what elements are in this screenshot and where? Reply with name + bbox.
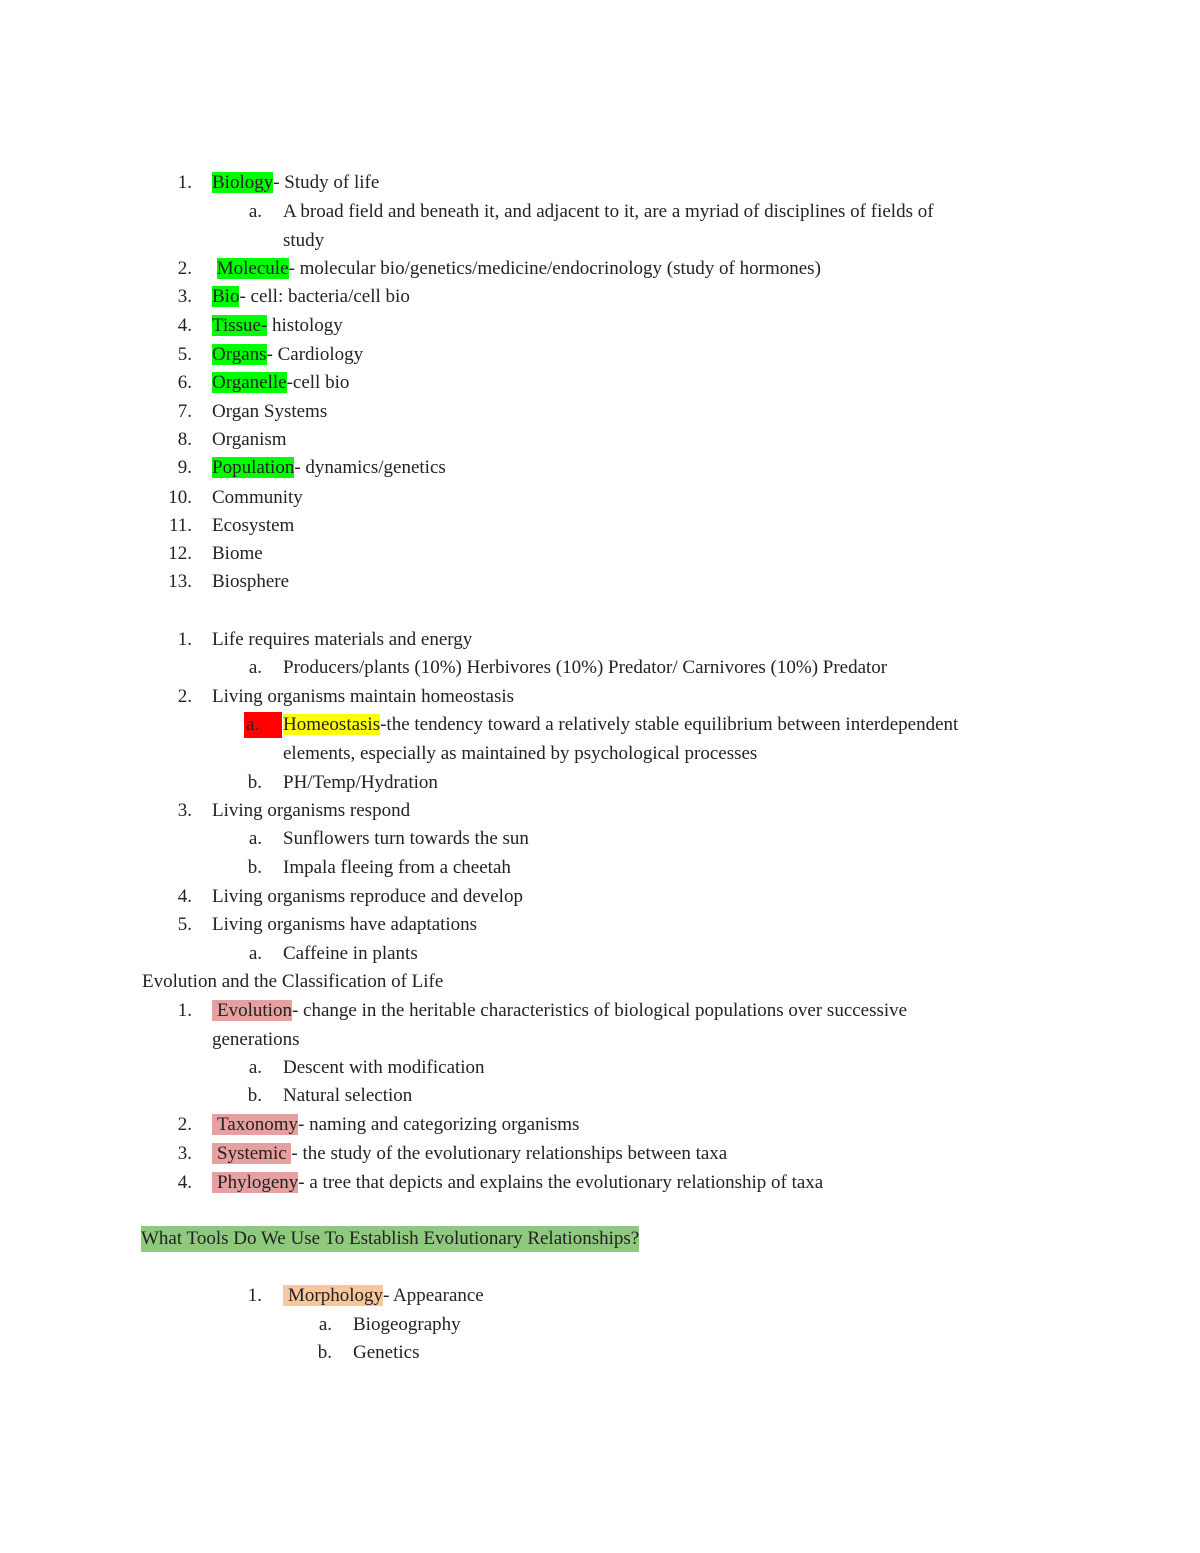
- list-number: 8.: [177, 429, 192, 450]
- highlighted-term: Systemic: [212, 1143, 291, 1164]
- list-number: 2.: [177, 258, 192, 279]
- item-text: A broad field and beneath it, and adjacent to it, are a myriad of disciplines of fields of: [283, 201, 934, 222]
- list-number: 7.: [177, 401, 192, 422]
- item-text: Ecosystem: [212, 515, 295, 536]
- list-letter: a.: [244, 712, 282, 738]
- list-letter: a.: [248, 201, 262, 222]
- item-text: Organism: [212, 429, 287, 450]
- list-number: 11.: [168, 515, 192, 536]
- highlighted-term: Phylogeny: [212, 1172, 298, 1193]
- highlighted-term: Organelle: [212, 372, 287, 393]
- item-text: Biogeography: [353, 1314, 461, 1335]
- item-text: study: [283, 230, 325, 251]
- item-text: - naming and categorizing organisms: [298, 1114, 580, 1135]
- item-text: -the tendency toward a relatively stable equilibrium between interdependent: [380, 714, 959, 735]
- item-text: Living organisms maintain homeostasis: [212, 686, 515, 707]
- list-letter: a.: [248, 828, 262, 849]
- list-number: 10.: [168, 487, 192, 508]
- item-text: Descent with modification: [283, 1057, 485, 1078]
- item-text: - dynamics/genetics: [294, 457, 446, 478]
- highlighted-term: Morphology: [283, 1285, 383, 1306]
- item-text: Living organisms respond: [212, 800, 411, 821]
- list-letter: a.: [248, 657, 262, 678]
- item-text: - a tree that depicts and explains the evolutionary relationship of taxa: [298, 1172, 824, 1193]
- section-heading-text: Evolution and the Classification of Life: [142, 971, 444, 992]
- list-number: 5.: [177, 914, 192, 935]
- item-text: Sunflowers turn towards the sun: [283, 828, 529, 849]
- item-text: Organ Systems: [212, 401, 328, 422]
- list-letter: a.: [248, 1057, 262, 1078]
- list-number: 3.: [177, 286, 192, 307]
- item-text: - cell: bacteria/cell bio: [239, 286, 410, 307]
- item-text: - change in the heritable characteristics of biological populations over successive: [291, 1000, 908, 1021]
- item-text: Natural selection: [283, 1085, 413, 1106]
- item-text: Biome: [212, 543, 263, 564]
- highlighted-term: Tissue-: [212, 315, 268, 336]
- list-number: 9.: [177, 457, 192, 478]
- list-letter: b.: [247, 1085, 262, 1106]
- highlighted-term: Organs: [212, 344, 267, 365]
- item-text: Caffeine in plants: [283, 943, 418, 964]
- item-text: - Study of life: [273, 172, 380, 193]
- item-text: Living organisms reproduce and develop: [212, 886, 523, 907]
- item-text: Community: [212, 487, 303, 508]
- highlighted-term: Evolution: [212, 1000, 292, 1021]
- item-text: generations: [212, 1029, 300, 1050]
- list-number: 1.: [177, 1000, 192, 1021]
- item-text: histology: [267, 315, 343, 336]
- item-text: Producers/plants (10%) Herbivores (10%) Predator/ Carnivores (10%) Predator: [283, 657, 888, 678]
- item-text: Life requires materials and energy: [212, 629, 473, 650]
- item-text: - Cardiology: [266, 344, 364, 365]
- list-number: 4.: [177, 1172, 192, 1193]
- list-number: 3.: [177, 800, 192, 821]
- list-number: 2.: [177, 1114, 192, 1135]
- list-letter: b.: [247, 772, 262, 793]
- list-letter: a.: [318, 1314, 332, 1335]
- list-number: 4.: [177, 886, 192, 907]
- item-text: PH/Temp/Hydration: [283, 772, 438, 793]
- list-number: 1.: [177, 172, 192, 193]
- list-number: 3.: [177, 1143, 192, 1164]
- list-number: 1.: [177, 629, 192, 650]
- item-text: elements, especially as maintained by psychological processes: [283, 743, 758, 764]
- highlighted-term: Molecule: [216, 258, 289, 279]
- item-text: - Appearance: [383, 1285, 484, 1306]
- list-number: 13.: [168, 571, 192, 592]
- item-text: Biosphere: [212, 571, 290, 592]
- highlighted-term: Taxonomy: [212, 1114, 298, 1135]
- list-number: 5.: [177, 344, 192, 365]
- list-number: 4.: [177, 315, 192, 336]
- list-letter: b.: [317, 1342, 332, 1363]
- highlighted-term: Homeostasis: [283, 714, 381, 735]
- item-text: - molecular bio/genetics/medicine/endocrinology (study of hormones): [288, 258, 821, 279]
- list-letter: a.: [248, 943, 262, 964]
- list-number: 1.: [247, 1285, 262, 1306]
- list-letter: b.: [247, 857, 262, 878]
- item-text: Living organisms have adaptations: [212, 914, 478, 935]
- highlighted-term: Bio: [212, 286, 240, 307]
- list-number: 12.: [168, 543, 192, 564]
- list-number: 2.: [177, 686, 192, 707]
- highlighted-term: Population: [212, 457, 295, 478]
- item-text: -cell bio: [286, 372, 350, 393]
- section-heading-text: What Tools Do We Use To Establish Evolutionary Relationships?: [141, 1226, 639, 1252]
- highlighted-term: Biology: [212, 172, 274, 193]
- item-text: Genetics: [353, 1342, 420, 1363]
- item-text: - the study of the evolutionary relationships between taxa: [291, 1143, 728, 1164]
- list-number: 6.: [177, 372, 192, 393]
- item-text: Impala fleeing from a cheetah: [283, 857, 511, 878]
